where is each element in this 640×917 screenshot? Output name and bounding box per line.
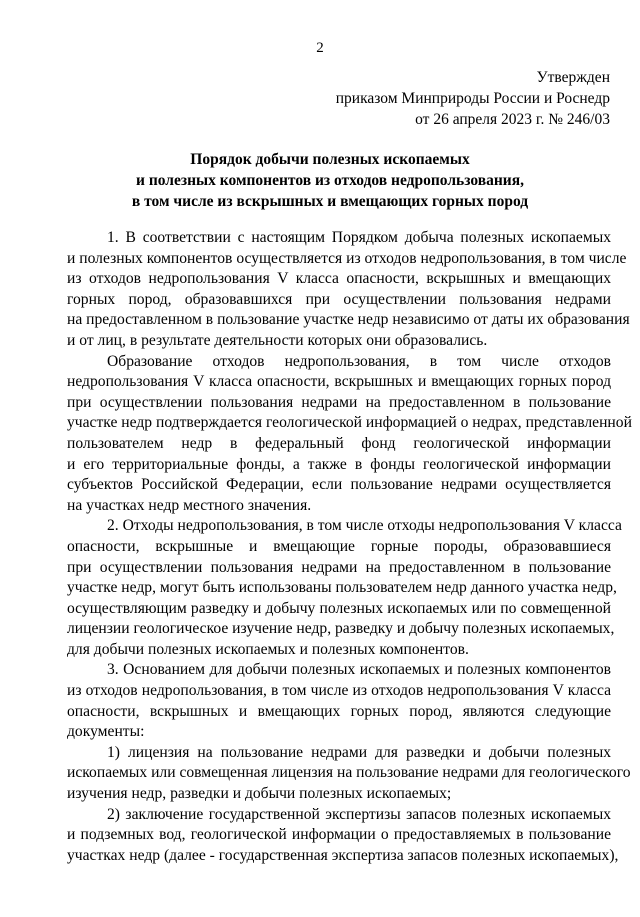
text-line: опасности, вскрышных и вмещающих горных пород, являются следующие xyxy=(67,702,611,720)
text-line: участках недр (далее - государственная экспертиза запасов полезных ископаемых), xyxy=(67,846,619,864)
text-line: ископаемых или совмещенная лицензия на пользование недрами для геологического xyxy=(67,764,631,782)
title-line-3: в том числе из вскрышных и вмещающих горных пород xyxy=(131,193,529,210)
text-line: на участках недр местного значения. xyxy=(67,496,312,514)
text-line: субъектов Российской Федерации, если пользование недрами осуществляется xyxy=(67,476,611,494)
text-line: пользователем недр в федеральный фонд геологической информации xyxy=(67,434,611,452)
text-line: из отходов недропользования V класса опасности, вскрышных и вмещающих xyxy=(67,270,611,288)
text-line: опасности, вскрышные и вмещающие горные породы, образовавшиеся xyxy=(67,537,611,555)
text-line: участке недр подтверждается геологической информацией о недрах, представленной xyxy=(67,414,632,432)
approval-line-3: от 26 апреля 2023 г. № 246/03 xyxy=(415,111,610,128)
text-line: участке недр, могут быть использованы пользователем недр данного участка недр, xyxy=(67,579,617,597)
text-line: горных пород, образовавшихся при осуществлении пользования недрами xyxy=(67,290,611,308)
text-line: 2. Отходы недропользования, в том числе отходы недропользования V класса xyxy=(107,517,622,535)
text-line: 1. В соответствии с настоящим Порядком добыча полезных ископаемых xyxy=(107,229,611,246)
text-line: 2) заключение государственной экспертизы запасов полезных ископаемых xyxy=(107,805,611,823)
title-line-2: и полезных компонентов из отходов недропользования, xyxy=(136,172,524,189)
page-number: 2 xyxy=(316,40,324,56)
text-line: лицензии геологическое изучение недр, разведку и добычу полезных ископаемых, xyxy=(67,620,615,638)
text-line: при осуществлении пользования недрами на предоставленном в пользование xyxy=(67,393,611,411)
text-line: при осуществлении пользования недрами на предоставленном в пользование xyxy=(67,558,611,576)
text-line: документы: xyxy=(67,723,145,741)
text-line: 3. Основанием для добычи полезных ископаемых и полезных компонентов xyxy=(107,661,611,679)
text-line: и полезных компонентов осуществляется из отходов недропользования, в том числе xyxy=(67,249,627,267)
document-body xyxy=(67,228,632,866)
text-line: недропользования V класса опасности, вскрышных и вмещающих горных пород xyxy=(67,373,611,391)
text-line: из отходов недропользования, в том числе из отходов недропользования V класса xyxy=(67,682,611,700)
text-line: осуществляющим разведку и добычу полезных ископаемых или по совмещенной xyxy=(67,599,611,617)
text-line: и его территориальные фонды, а также в фонды геологической информации xyxy=(67,455,611,473)
text-line: на предоставленном в пользование участке недр независимо от даты их образования xyxy=(67,311,630,329)
text-line: Образование отходов недропользования, в том числе отходов xyxy=(107,352,611,370)
title-line-1: Порядок добычи полезных ископаемых xyxy=(190,151,470,168)
approval-line-1: Утвержден xyxy=(536,69,610,86)
text-line: изучения недр, разведки и добычи полезных ископаемых; xyxy=(67,785,452,803)
text-line: и от лиц, в результате деятельности которых они образовались. xyxy=(67,331,488,349)
text-line: для добычи полезных ископаемых и полезных компонентов. xyxy=(67,640,469,658)
text-line: 1) лицензия на пользование недрами для разведки и добычи полезных xyxy=(107,743,611,761)
approval-line-2: приказом Минприроды России и Роснедр xyxy=(335,90,610,107)
text-line: и подземных вод, геологической информации о предоставляемых в пользование xyxy=(67,826,611,844)
